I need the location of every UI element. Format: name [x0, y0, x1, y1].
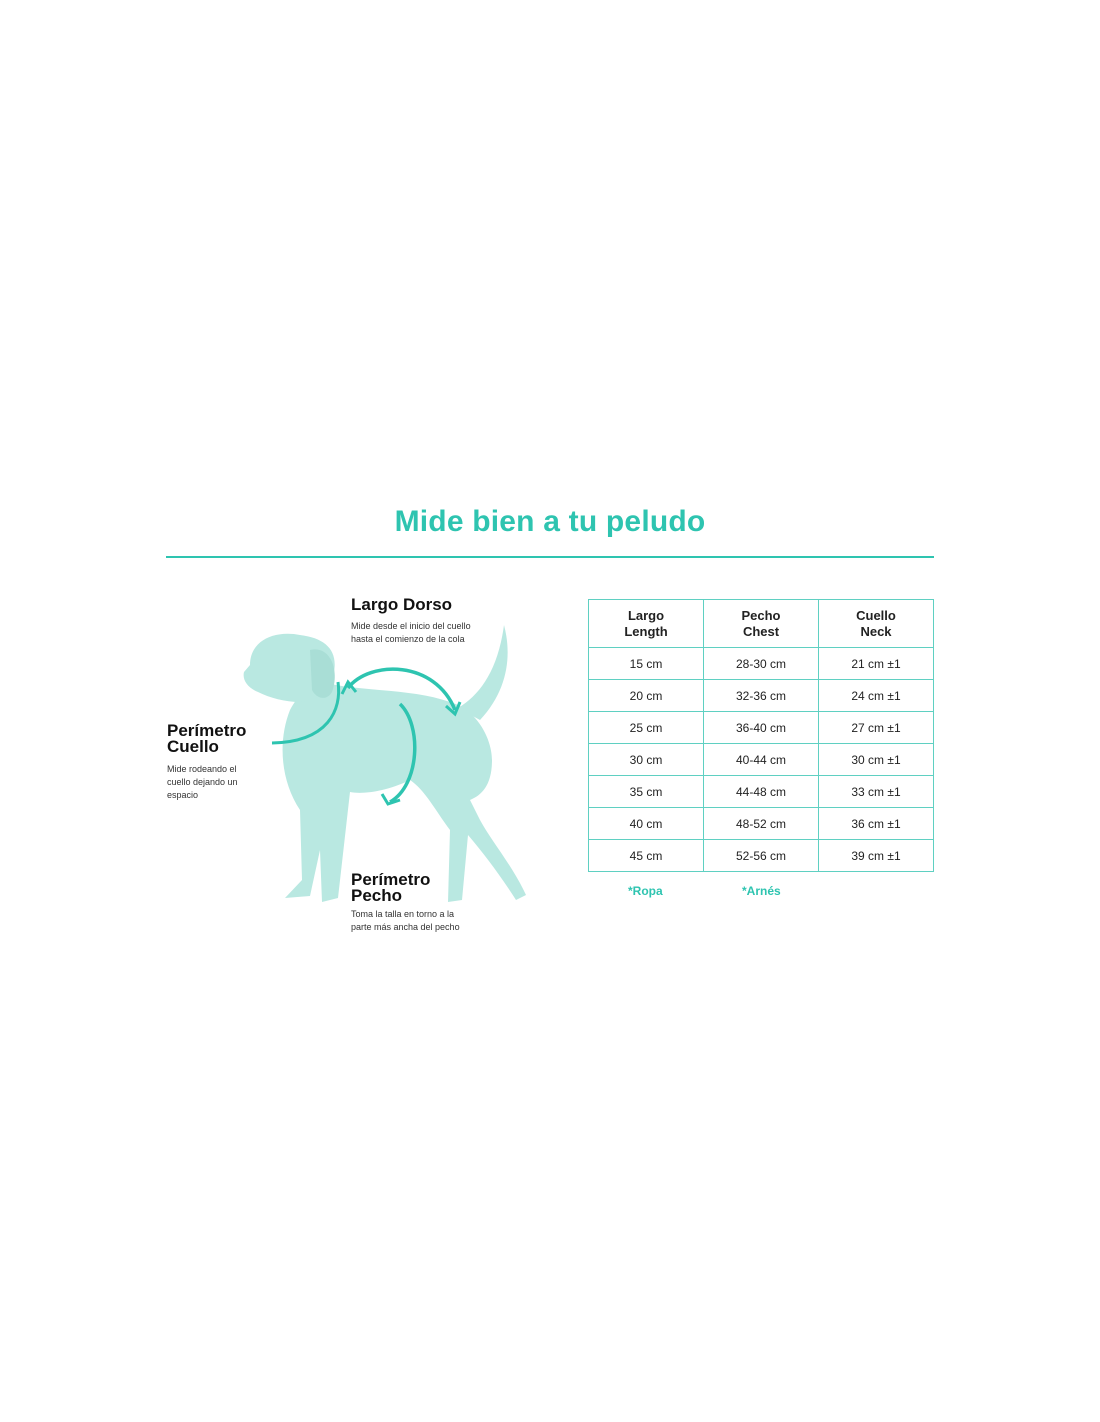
cuello-heading: [167, 723, 246, 755]
cell-chest: 44-48 cm: [704, 776, 819, 808]
cuello-desc: [167, 763, 238, 802]
cell-chest: 36-40 cm: [704, 712, 819, 744]
pecho-heading-line: Perímetro: [351, 870, 431, 889]
header-label-es: Cuello: [856, 607, 896, 623]
table-row: [589, 680, 934, 712]
cell-length: 15 cm: [589, 648, 704, 680]
table-row: [589, 776, 934, 808]
cell-neck: 36 cm ±1: [819, 808, 934, 840]
table-row: [589, 808, 934, 840]
cuello-heading-line: Cuello: [167, 737, 219, 756]
cell-chest: 40-44 cm: [704, 744, 819, 776]
cell-length: 20 cm: [589, 680, 704, 712]
cell-chest: 28-30 cm: [704, 648, 819, 680]
footnote-arnes: *Arnés: [742, 884, 781, 898]
header-chest: [704, 600, 819, 648]
cell-neck: 33 cm ±1: [819, 776, 934, 808]
table-row: [589, 744, 934, 776]
cell-length: 30 cm: [589, 744, 704, 776]
dorso-heading: Largo Dorso: [351, 595, 453, 614]
page-title: Mide bien a tu peludo: [394, 505, 706, 538]
header-label-es: Pecho: [741, 607, 781, 623]
cuello-desc-line: Mide rodeando el: [167, 764, 237, 774]
cell-neck: 24 cm ±1: [819, 680, 934, 712]
title-divider: [166, 556, 934, 558]
size-table: [588, 599, 934, 872]
table-row: [589, 712, 934, 744]
header-label-en: Chest: [742, 623, 780, 639]
dorso-desc-line: hasta el comienzo de la cola: [351, 634, 465, 644]
dog-silhouette-icon: [230, 610, 540, 910]
footnote-ropa: *Ropa: [628, 884, 663, 898]
cuello-desc-line: espacio: [167, 790, 199, 800]
pecho-desc: [351, 908, 460, 934]
cell-neck: 21 cm ±1: [819, 648, 934, 680]
cell-chest: 52-56 cm: [704, 840, 819, 872]
cell-neck: 30 cm ±1: [819, 744, 934, 776]
cell-neck: 27 cm ±1: [819, 712, 934, 744]
header-label-en: Neck: [860, 623, 892, 639]
cell-length: 35 cm: [589, 776, 704, 808]
pecho-heading-line: Pecho: [351, 886, 403, 905]
dorso-desc-line: Mide desde el inicio del cuello: [351, 621, 471, 631]
cell-chest: 32-36 cm: [704, 680, 819, 712]
pecho-heading: [351, 872, 430, 904]
header-label-es: Largo: [627, 607, 665, 623]
header-length: [589, 600, 704, 648]
table-header-row: [589, 600, 934, 648]
cell-chest: 48-52 cm: [704, 808, 819, 840]
cell-length: 45 cm: [589, 840, 704, 872]
header-neck: [819, 600, 934, 648]
cell-length: 25 cm: [589, 712, 704, 744]
header-label-en: Length: [624, 623, 668, 639]
cell-neck: 39 cm ±1: [819, 840, 934, 872]
cuello-heading-line: Perímetro: [167, 721, 247, 740]
cuello-desc-line: cuello dejando un: [167, 777, 238, 787]
dorso-desc: [351, 620, 471, 646]
table-row: [589, 648, 934, 680]
pecho-desc-line: parte más ancha del pecho: [351, 922, 460, 932]
pecho-desc-line: Toma la talla en torno a la: [351, 909, 455, 919]
table-row: [589, 840, 934, 872]
cell-length: 40 cm: [589, 808, 704, 840]
